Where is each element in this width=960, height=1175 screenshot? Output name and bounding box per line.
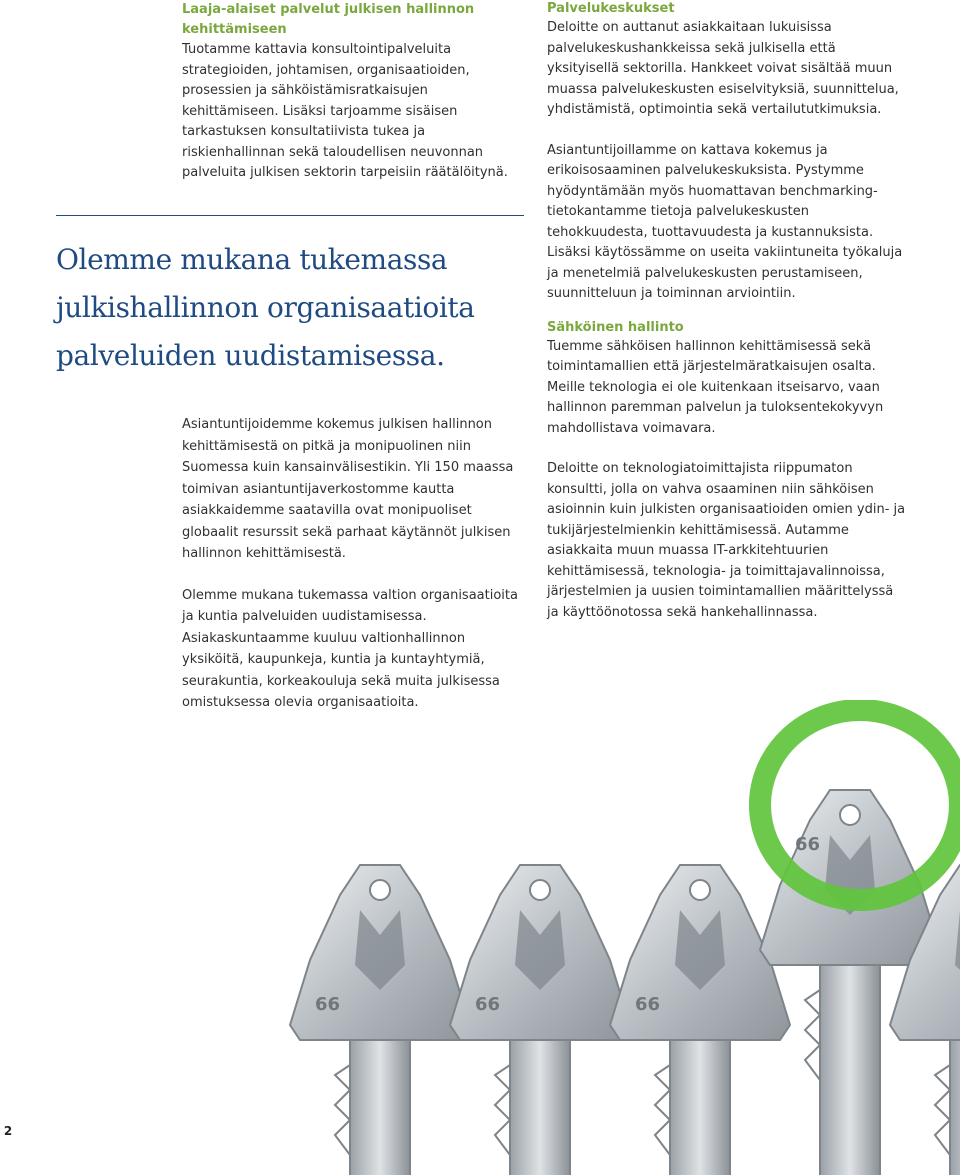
key-2-stamp: 66	[475, 994, 501, 1015]
right-column	[547, 0, 907, 623]
key-4-stamp: 66	[795, 834, 821, 855]
key-1	[290, 865, 470, 1175]
service-centers-paragraph-1: Deloitte on auttanut asiakkaitaan lukuisissa palvelukeskushankkeissa sekä julkisella että yksityisellä sektorilla. Hankkeet voivat sisältää muun muassa palvelukeskusten esiselvityksiä, suunnittelua, yhdistämistä, optimointia sekä vertailututkimuksia.	[547, 20, 899, 117]
keys-photo	[240, 700, 960, 1175]
key-1-stamp: 66	[315, 994, 341, 1015]
key-3-stamp: 66	[635, 994, 661, 1015]
broad-services-body: Tuotamme kattavia konsultointipalveluita strategioiden, johtamisen, organisaatioiden, prosessien ja sähköistämisratkaisujen kehittämiseen. Lisäksi tarjoamme sisäisen tarkastuksen konsultatiivista tukea ja riskienhallinnan sekä taloudellisen neuvonnan palveluita julkisen sektorin tarpeisiin räätälöitynä.	[182, 42, 508, 180]
pull-quote-line-1: Olemme mukana tukemassa	[56, 243, 448, 276]
clients-paragraph: Olemme mukana tukemassa valtion organisaatioita ja kuntia palveluiden uudistamisessa. Asiakaskuntaamme kuuluu valtionhallinnon yksiköitä, kaupunkeja, kuntia ja kuntayhtymiä, seurakuntia, korkeakouluja sekä muita julkisessa omistuksessa olevia organisaatioita.	[182, 587, 518, 710]
page-number: 2	[3, 1124, 13, 1138]
pull-quote-line-2: julkishallinnon organisaatioita	[56, 291, 475, 324]
section-heading-e-government: Sähköinen hallinto	[547, 319, 684, 335]
left-bottom-section	[182, 414, 527, 714]
expertise-paragraph: Asiantuntijoidemme kokemus julkisen hallinnon kehittämisestä on pitkä ja monipuolinen niin Suomessa kuin kansainvälisestikin. Yli 150 maassa toimivan asiantuntijaverkostomme kautta asiakkaidemme saatavilla ovat monipuoliset globaalit resurssit sekä parhaat käytännöt julkisen hallinnon kehittämisestä.	[182, 417, 514, 561]
key-2	[450, 865, 630, 1175]
e-government-paragraph-2: Deloitte on teknologiatoimittajista riippumaton konsultti, jolla on vahva osaaminen niin sähköisen asioinnin kuin julkisten organisaatioiden omien ydin- ja tukijärjestelmienkin kehittämisessä. Autamme asiakkaita muun muassa IT-arkkitehtuurien kehittämisessä, teknologia- ja toimittajavalinnoissa, järjestelmien ja uusien toimintamallien määrittelyssä ja käyttöönotossa sekä hankehallinnassa.	[547, 461, 906, 620]
left-top-section	[182, 0, 527, 184]
e-government-paragraph-1: Tuemme sähköisen hallinnon kehittämisessä sekä toimintamallien että järjestelmäratkaisujen osalta. Meille teknologia ei ole kuitenkaan itseisarvo, vaan hallinnon paremman palvelun ja tuloksentekokyvyn mahdollistava voimavara.	[547, 338, 884, 436]
pull-quote	[56, 236, 526, 380]
section-heading-service-centers: Palvelukeskukset	[547, 1, 675, 16]
pull-quote-line-3: palveluiden uudistamisessa.	[56, 339, 445, 372]
key-3	[610, 865, 790, 1175]
service-centers-paragraph-2: Asiantuntijoillamme on kattava kokemus ja erikoisosaaminen palvelukeskuksista. Pystymme hyödyntämään myös huomattavan benchmarking-tietokantamme tietoja palvelukeskusten tehokkuudesta, tuottavuudesta ja kustannuksista. Lisäksi käytössämme on useita vakiintuneita työkaluja ja menetelmiä palvelukeskusten perustamiseen, suunnitteluun ja toiminnan arviointiin.	[547, 142, 903, 301]
section-heading-broad-services: Laaja-alaiset palvelut julkisen hallinnon kehittämiseen	[182, 2, 475, 37]
quote-divider	[56, 215, 524, 216]
